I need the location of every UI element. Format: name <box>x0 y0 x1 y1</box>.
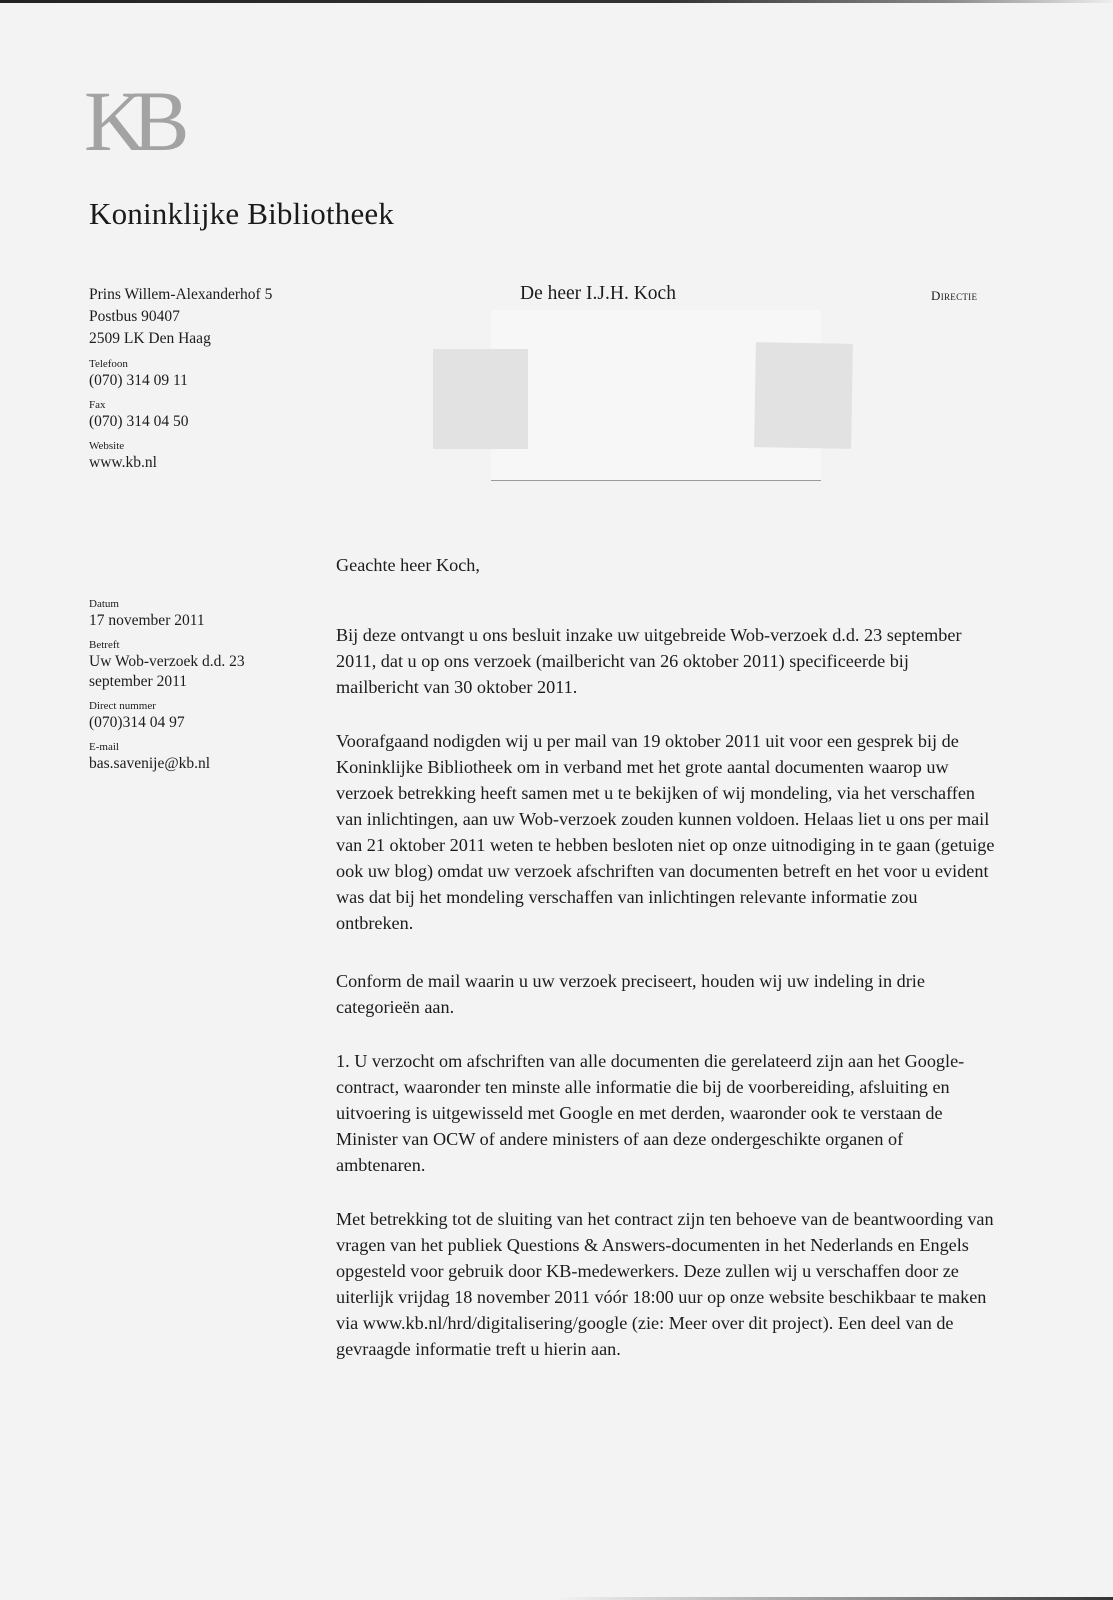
reference-label: Direct nummer <box>89 700 156 712</box>
salutation: Geachte heer Koch, <box>336 555 480 575</box>
sender-address <box>89 284 299 473</box>
reference-block <box>89 598 299 774</box>
contact-label: Website <box>89 440 125 452</box>
contact-label: Telefoon <box>89 358 128 370</box>
reference-label: E-mail <box>89 741 119 753</box>
reference-value: Uw Wob-verzoek d.d. 23 <box>89 653 245 670</box>
contact-phone <box>89 358 299 391</box>
reference-label: Datum <box>89 598 119 610</box>
address-line: Postbus 90407 <box>89 308 180 325</box>
address-line: Prins Willem-Alexanderhof 5 <box>89 286 273 303</box>
reference-value: september 2011 <box>89 673 187 690</box>
tape-left <box>433 349 528 449</box>
tape-right <box>754 342 853 449</box>
address-line: 2509 LK Den Haag <box>89 330 211 347</box>
letter-paragraph: Met betrekking tot de sluiting van het contract zijn ten behoeve van de beantwoording van vragen van het publiek Questions & Answers-documenten in het Nederlands en Engels opgesteld voor gebruik door KB-medewerkers. Deze zullen wij u verschaffen door ze uiterlijk vrijdag 18 november 2011 vóór 18:00 uur op onze website beschikbaar te maken via www.kb.nl/hrd/digitalisering/google (zie: Meer over dit project). Een deel van de gevraagde informatie treft u hierin aan. <box>336 1209 994 1360</box>
contact-fax <box>89 399 299 432</box>
reference-direct-number <box>89 700 299 733</box>
contact-website <box>89 440 299 473</box>
kb-logo: KB <box>84 73 176 169</box>
letter-paragraph: Bij deze ontvangt u ons besluit inzake uw uitgebreide Wob-verzoek d.d. 23 september 2011, dat u op ons verzoek (mailbericht van 26 oktober 2011) specificeerde bij mailbericht van 30 oktober 2011. <box>336 625 962 698</box>
reference-value: bas.savenije@kb.nl <box>89 755 211 772</box>
contact-value: (070) 314 04 50 <box>89 413 189 430</box>
reference-value: (070)314 04 97 <box>89 714 185 731</box>
contact-value: www.kb.nl <box>89 454 157 471</box>
reference-label: Betreft <box>89 639 120 651</box>
reference-subject <box>89 639 299 692</box>
letter-paragraph: 1. U verzocht om afschriften van alle documenten die gerelateerd zijn aan het Google-contract, waaronder ten minste alle informatie die bij de voorbereiding, afsluiting en uitvoering is uitgewisseld met Google en met derden, waaronder ook te verstaan de Minister van OCW of andere ministers of aan deze ondergeschikte organen of ambtenaren. <box>336 1051 965 1176</box>
letter-paragraph: Voorafgaand nodigden wij u per mail van 19 oktober 2011 uit voor een gesprek bij de Koninklijke Bibliotheek om in verband met het grote aantal documenten waarop uw verzoek betrekking heeft samen met u te bekijken of wij mondeling, via het verschaffen van inlichtingen, aan uw Wob-verzoek zouden kunnen voldoen. Helaas liet u ons per mail van 21 oktober 2011 weten te hebben besloten niet op onze uitnodiging in te gaan (getuige ook uw blog) omdat uw verzoek afschriften van documenten betreft en het voor u evident was dat bij het mondeling verschaffen van inlichtingen relevante informatie zou ontbreken. <box>336 731 995 934</box>
recipient-name: De heer I.J.H. Koch <box>520 283 676 304</box>
reference-date <box>89 598 299 631</box>
organization-name: Koninklijke Bibliotheek <box>89 196 395 231</box>
scan-edge-top <box>0 0 1113 3</box>
reference-value: 17 november 2011 <box>89 612 205 629</box>
reference-email <box>89 741 299 774</box>
contact-label: Fax <box>89 399 106 411</box>
contact-value: (070) 314 09 11 <box>89 372 188 389</box>
letter-paragraph: Conform de mail waarin u uw verzoek preciseert, houden wij uw indeling in drie categorieën aan. <box>336 971 925 1018</box>
department-label: Directie <box>931 288 978 303</box>
